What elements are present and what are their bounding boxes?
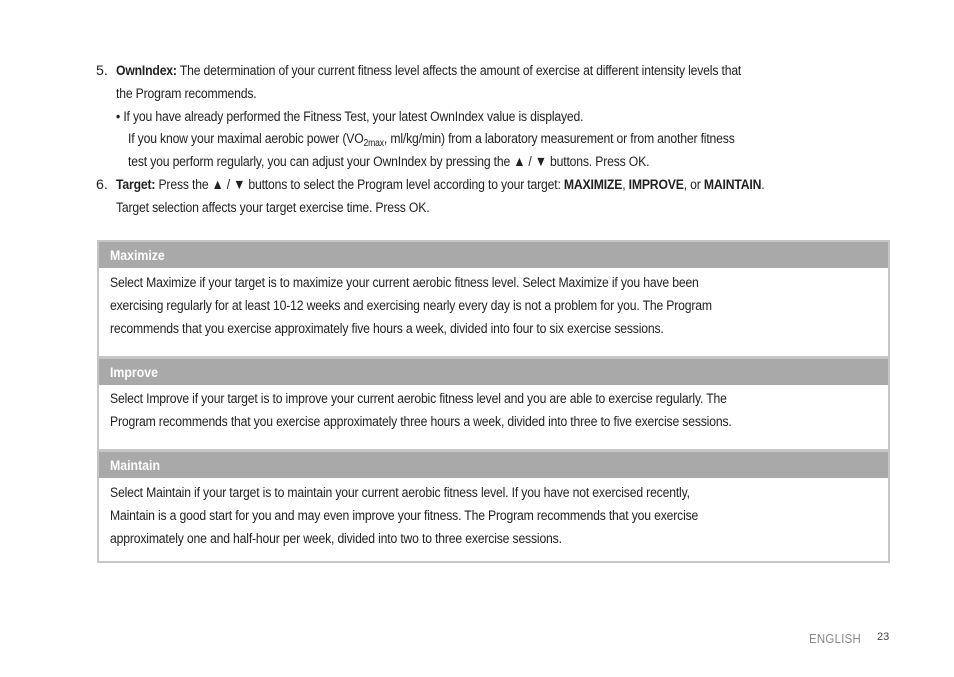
target-term: Target: — [116, 177, 156, 193]
maintain-line-1: Select Maintain if your target is to maintain your current aerobic fitness level. If you have not exercised recently, — [110, 485, 690, 501]
list-number-5: 5. — [96, 63, 108, 79]
ownindex-term: OwnIndex: — [116, 63, 177, 79]
option-maintain: MAINTAIN — [703, 177, 762, 193]
improve-box-title: Improve — [99, 359, 888, 385]
page-number: 23 — [877, 631, 890, 643]
ownindex-bullet-line-2: If you know your maximal aerobic power ($VO_{2max}$, ml/kg/min) from a laboratory measurement or from another fitness — [128, 131, 735, 149]
maximize-box — [97, 240, 890, 358]
improve-line-1: Select Improve if your target is to improve your current aerobic fitness level and you are able to exercise regularly. The — [110, 391, 727, 407]
maximize-line-2: exercising regularly for at least 10-12 weeks and exercising nearly every day is not a problem for you. The Program — [110, 298, 712, 314]
ownindex-line-2: the Program recommends. — [116, 86, 257, 102]
maintain-box-title: Maintain — [99, 452, 888, 478]
target-line-2: Target selection affects your target exercise time. Press OK. — [116, 200, 430, 216]
maintain-line-2: Maintain is a good start for you and may even improve your fitness. The Program recommends that you exercise — [110, 508, 699, 524]
target-line-1: Target: Press the ▲ / ▼ buttons to select the Program level according to your target: MAXIMIZE, IMPROVE, or MAINTAIN. — [116, 177, 765, 193]
option-maximize: MAXIMIZE — [563, 177, 623, 193]
improve-box — [97, 357, 890, 451]
footer-language: ENGLISH — [809, 631, 862, 646]
improve-line-2: Program recommends that you exercise approximately three hours a week, divided into three to five exercise sessions. — [110, 414, 732, 430]
ownindex-bullet-line-1: • If you have already performed the Fitness Test, your latest OwnIndex value is displayed. — [116, 109, 584, 125]
ownindex-line-1: OwnIndex: The determination of your current fitness level affects the amount of exercise at different intensity levels that — [116, 63, 742, 79]
option-improve: IMPROVE — [628, 177, 684, 193]
maximize-line-1: Select Maximize if your target is to maximize your current aerobic fitness level. Select Maximize if you have been — [110, 275, 699, 291]
maintain-box — [97, 450, 890, 563]
list-number-6: 6. — [96, 177, 108, 193]
maximize-line-3: recommends that you exercise approximately five hours a week, divided into four to six exercise sessions. — [110, 321, 664, 337]
maintain-line-3: approximately one and half-hour per week, divided into two to three exercise sessions. — [110, 531, 562, 547]
ownindex-bullet-line-3: test you perform regularly, you can adjust your OwnIndex by pressing the ▲ / ▼ buttons. Press OK. — [128, 154, 650, 170]
maximize-box-title: Maximize — [99, 242, 888, 268]
